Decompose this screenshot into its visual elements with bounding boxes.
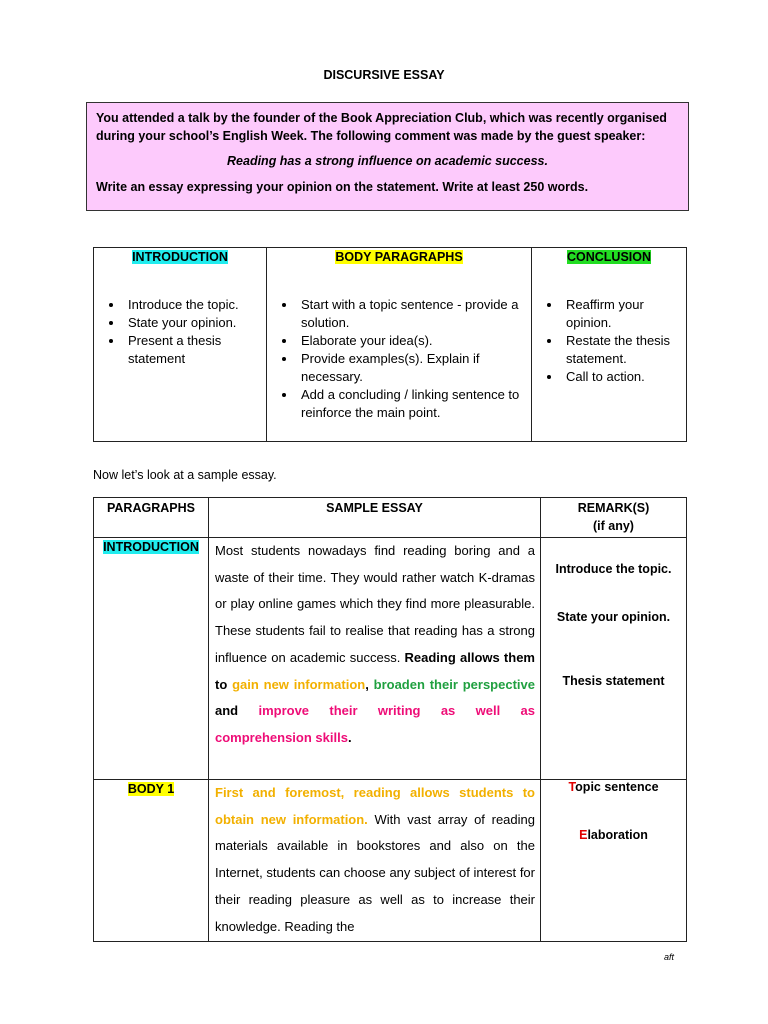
- essay-structure-table: [93, 247, 687, 442]
- introduction-paragraph: Most students nowadays find reading boring and a waste of their time. They would rather watch K-dramas or play online games which they find more pleasurable. These students fail to realise that reading has a strong influence on academic success. Reading allows them to gain new information, broaden their perspective and improve their writing as well as comprehension skills.: [209, 538, 541, 780]
- remark-introduce: Introduce the topic.: [555, 562, 672, 576]
- row-label-introduction: INTRODUCTION: [94, 538, 209, 780]
- prompt-task: Write an essay expressing your opinion on the statement. Write at least 250 words.: [96, 180, 589, 194]
- structure-introduction-cell: [94, 272, 267, 442]
- footer-initials: aft: [664, 952, 675, 962]
- list-item: • Restate the thesis statement.: [562, 332, 680, 368]
- remark-opinion: State your opinion.: [556, 610, 671, 624]
- sample-essay-lead: Now let’s look at a sample essay.: [93, 468, 277, 482]
- row-label-body-1: BODY 1: [94, 780, 209, 942]
- list-item: • Start with a topic sentence - provide a solution.: [297, 296, 525, 332]
- essay-prompt-box: [86, 102, 689, 211]
- structure-header-introduction: INTRODUCTION: [94, 248, 267, 273]
- list-item: • Elaborate your idea(s).: [297, 332, 525, 350]
- list-item: • Provide examples(s). Explain if necessary.: [297, 350, 525, 386]
- list-item: • Reaffirm your opinion.: [562, 296, 680, 332]
- prompt-quote: Reading has a strong influence on academic success.: [227, 154, 548, 168]
- structure-conclusion-cell: [532, 272, 687, 442]
- body-1-remarks: [541, 780, 687, 942]
- list-item: • Introduce the topic.: [124, 296, 260, 314]
- list-item: • State your opinion.: [124, 314, 260, 332]
- header-remarks: REMARK(S) (if any): [541, 498, 687, 538]
- list-item: • Call to action.: [562, 368, 680, 386]
- remark-elaboration: Elaboration: [579, 828, 648, 842]
- sample-essay-table: [93, 497, 687, 942]
- remark-thesis: Thesis statement: [562, 674, 665, 688]
- header-sample-essay: SAMPLE ESSAY: [209, 498, 541, 538]
- structure-header-body: BODY PARAGRAPHS: [267, 248, 532, 273]
- introduction-remarks: [541, 538, 687, 780]
- list-item: • Add a concluding / linking sentence to reinforce the main point.: [297, 386, 525, 422]
- structure-body-cell: [267, 272, 532, 442]
- structure-header-conclusion: CONCLUSION: [532, 248, 687, 273]
- list-item: • Present a thesis statement: [124, 332, 260, 368]
- body-1-paragraph: First and foremost, reading allows students to obtain new information. With vast array of reading materials available in bookstores and also on the Internet, students can choose any subject of interest for their reading pleasure as well as to increase their knowledge. Reading the: [209, 780, 541, 942]
- header-paragraphs: PARAGRAPHS: [94, 498, 209, 538]
- prompt-intro: You attended a talk by the founder of the Book Appreciation Club, which was recently organised during your school’s English Week. The following comment was made by the guest speaker:: [96, 111, 667, 143]
- page-title: DISCURSIVE ESSAY: [323, 68, 445, 82]
- remark-topic-sentence: Topic sentence: [568, 780, 659, 794]
